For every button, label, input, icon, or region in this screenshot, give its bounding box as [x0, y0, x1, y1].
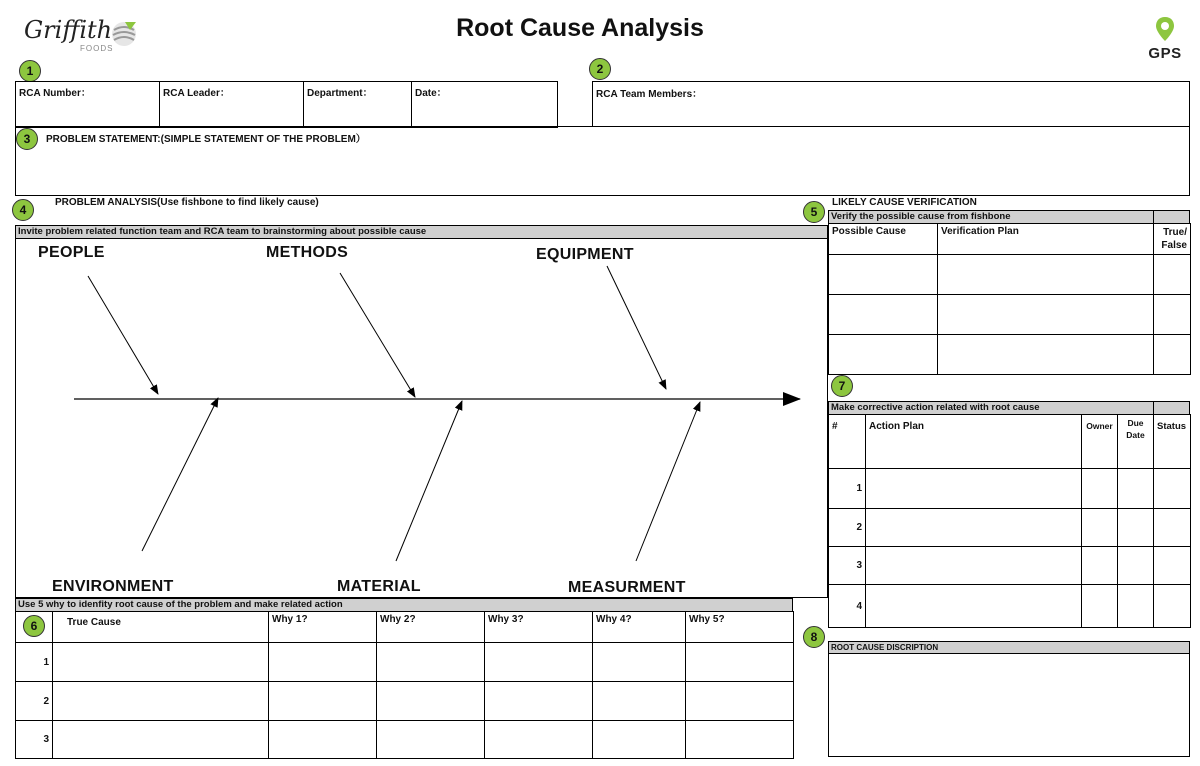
root-cause-description-field[interactable] — [828, 653, 1190, 757]
logo-text: Griffith — [24, 16, 113, 44]
due-cell[interactable] — [1118, 509, 1154, 547]
five-why-table — [15, 611, 794, 759]
date-label: Date： — [415, 88, 447, 99]
plan-cell[interactable] — [938, 295, 1154, 335]
category-equipment: EQUIPMENT — [536, 246, 634, 263]
problem-analysis-title: PROBLEM ANALYSIS(Use fishbone to find likely cause) — [55, 197, 319, 208]
why-cell[interactable] — [686, 682, 794, 721]
cause-cell[interactable] — [829, 295, 938, 335]
why-cell[interactable] — [377, 643, 485, 682]
five-why-instruction-bar: Use 5 why to idenfity root cause of the problem and make related action — [15, 598, 793, 612]
col-true-cause: True Cause — [53, 612, 269, 643]
page-title: Root Cause Analysis — [456, 14, 704, 42]
tf-cell[interactable] — [1154, 255, 1191, 295]
cause-cell[interactable] — [829, 335, 938, 375]
why-cell[interactable] — [485, 643, 593, 682]
why-cell[interactable] — [593, 721, 686, 759]
category-material: MATERIAL — [337, 578, 421, 595]
badge-1: 1 — [19, 60, 41, 82]
likely-cause-title: LIKELY CAUSE VERIFICATION — [832, 197, 977, 208]
why-cell[interactable] — [593, 682, 686, 721]
action-cell[interactable] — [866, 547, 1082, 585]
verification-instruction-bar — [828, 210, 1190, 224]
badge-5: 5 — [803, 201, 825, 223]
action-cell[interactable] — [866, 509, 1082, 547]
bone-people — [88, 276, 158, 394]
col-action-plan: Action Plan — [866, 415, 1082, 469]
root-cause-description-bar: ROOT CAUSE DISCRIPTION — [828, 641, 1190, 654]
badge-7: 7 — [831, 375, 853, 397]
why-cell[interactable] — [269, 643, 377, 682]
verification-table — [828, 223, 1191, 375]
gps-logo — [1148, 16, 1182, 68]
col-why-2: Why 2? — [377, 612, 485, 643]
col-why-5: Why 5? — [686, 612, 794, 643]
badge-4: 4 — [12, 199, 34, 221]
cause-cell[interactable] — [829, 255, 938, 295]
due-cell[interactable] — [1118, 585, 1154, 628]
col-status: Status — [1154, 415, 1191, 469]
why-cell[interactable] — [686, 643, 794, 682]
status-cell[interactable] — [1154, 547, 1191, 585]
rca-leader-label: RCA Leader： — [163, 88, 230, 99]
row-number: 2 — [16, 682, 53, 721]
corrective-action-instruction-bar — [828, 401, 1190, 415]
row-number: 4 — [829, 585, 866, 628]
why-cell[interactable] — [269, 721, 377, 759]
why-cell[interactable] — [377, 682, 485, 721]
why-cell[interactable] — [485, 682, 593, 721]
status-cell[interactable] — [1154, 509, 1191, 547]
department-label: Department： — [307, 88, 373, 99]
col-why-4: Why 4? — [593, 612, 686, 643]
plan-cell[interactable] — [938, 255, 1154, 295]
tf-cell[interactable] — [1154, 335, 1191, 375]
gps-label: GPS — [1148, 45, 1182, 62]
fishbone-instruction-bar: Invite problem related function team and RCA team to brainstorming about possible cause — [15, 225, 828, 239]
due-cell[interactable] — [1118, 469, 1154, 509]
col-why-3: Why 3? — [485, 612, 593, 643]
true-cause-cell[interactable] — [53, 643, 269, 682]
col-number: # — [829, 415, 866, 469]
bone-material — [396, 401, 462, 561]
owner-cell[interactable] — [1082, 469, 1118, 509]
col-true-false: True/ False — [1154, 224, 1191, 255]
action-cell[interactable] — [866, 469, 1082, 509]
badge-6: 6 — [23, 615, 45, 637]
problem-statement-label: PROBLEM STATEMENT:(SIMPLE STATEMENT OF THE PROBLEM） — [46, 134, 366, 145]
why-cell[interactable] — [593, 643, 686, 682]
bone-methods — [340, 273, 415, 397]
bone-measurement — [636, 402, 700, 561]
true-cause-cell[interactable] — [53, 682, 269, 721]
row-number: 1 — [829, 469, 866, 509]
category-measurement: MEASURMENT — [568, 579, 686, 596]
row-number: 3 — [829, 547, 866, 585]
row-number: 1 — [16, 643, 53, 682]
col-owner: Owner — [1082, 415, 1118, 469]
badge-2: 2 — [589, 58, 611, 80]
plan-cell[interactable] — [938, 335, 1154, 375]
owner-cell[interactable] — [1082, 585, 1118, 628]
verification-instruction: Verify the possible cause from fishbone — [831, 211, 1011, 222]
category-people: PEOPLE — [38, 244, 105, 261]
rca-number-label: RCA Number： — [19, 88, 91, 99]
why-cell[interactable] — [686, 721, 794, 759]
bone-equipment — [607, 266, 666, 389]
team-members-label: RCA Team Members： — [596, 89, 703, 100]
tf-cell[interactable] — [1154, 295, 1191, 335]
due-cell[interactable] — [1118, 547, 1154, 585]
col-row-num — [16, 612, 53, 643]
why-cell[interactable] — [377, 721, 485, 759]
why-cell[interactable] — [485, 721, 593, 759]
category-methods: METHODS — [266, 244, 349, 261]
col-due-date: Due Date — [1118, 415, 1154, 469]
category-environment: ENVIRONMENT — [52, 578, 174, 595]
col-verification-plan: Verification Plan — [938, 224, 1154, 255]
bone-environment — [142, 398, 218, 551]
why-cell[interactable] — [269, 682, 377, 721]
badge-3: 3 — [16, 128, 38, 150]
row-number: 3 — [16, 721, 53, 759]
corrective-action-instruction: Make corrective action related with root cause — [831, 402, 1040, 413]
true-cause-cell[interactable] — [53, 721, 269, 759]
owner-cell[interactable] — [1082, 547, 1118, 585]
action-plan-table — [828, 414, 1191, 628]
status-cell[interactable] — [1154, 585, 1191, 628]
logo-subtext: FOODS — [80, 44, 114, 53]
location-pin-icon — [1155, 16, 1175, 42]
col-possible-cause: Possible Cause — [829, 224, 938, 255]
row-number: 2 — [829, 509, 866, 547]
col-why-1: Why 1? — [269, 612, 377, 643]
badge-8: 8 — [803, 626, 825, 648]
action-cell[interactable] — [866, 585, 1082, 628]
status-cell[interactable] — [1154, 469, 1191, 509]
owner-cell[interactable] — [1082, 509, 1118, 547]
